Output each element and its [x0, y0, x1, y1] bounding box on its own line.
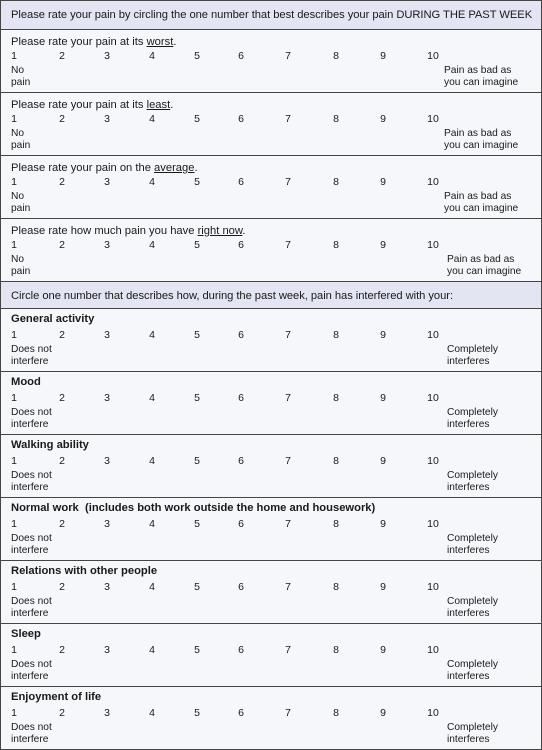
rating-option-9[interactable]: 9	[380, 581, 386, 593]
rating-option-4[interactable]: 4	[149, 455, 155, 467]
item-title: Sleep	[11, 628, 41, 640]
rating-option-10[interactable]: 10	[427, 644, 439, 656]
rating-option-8[interactable]: 8	[333, 392, 339, 404]
rating-option-8[interactable]: 8	[333, 113, 339, 125]
rating-option-8[interactable]: 8	[333, 239, 339, 251]
rating-option-8[interactable]: 8	[333, 518, 339, 530]
rating-option-4[interactable]: 4	[149, 113, 155, 125]
rating-option-6[interactable]: 6	[238, 644, 244, 656]
rating-option-1[interactable]: 1	[11, 455, 17, 467]
pain-item-right-now	[1, 219, 541, 282]
rating-option-9[interactable]: 9	[380, 392, 386, 404]
scale-max-label: Pain as bad as you can imagine	[444, 128, 519, 151]
interference-item-relations	[1, 561, 541, 624]
question-text: Please rate how much pain you have right now.	[11, 225, 246, 237]
rating-option-1[interactable]: 1	[11, 329, 17, 341]
rating-option-9[interactable]: 9	[380, 644, 386, 656]
rating-option-10[interactable]: 10	[427, 329, 439, 341]
rating-option-1[interactable]: 1	[11, 707, 17, 719]
scale-max-label: Completely interferes	[447, 659, 498, 682]
rating-option-10[interactable]: 10	[427, 392, 439, 404]
rating-option-4[interactable]: 4	[149, 644, 155, 656]
scale-max-label: Completely interferes	[447, 596, 498, 619]
rating-option-7[interactable]: 7	[285, 392, 291, 404]
scale-max-label: Pain as bad as you can imagine	[447, 254, 522, 277]
scale-max-label: Pain as bad as you can imagine	[444, 191, 519, 214]
pain-item-average	[1, 156, 541, 219]
rating-option-3[interactable]: 3	[104, 50, 110, 62]
item-title: Mood	[11, 376, 41, 388]
rating-option-7[interactable]: 7	[285, 455, 291, 467]
rating-option-5[interactable]: 5	[194, 581, 200, 593]
rating-option-6[interactable]: 6	[238, 329, 244, 341]
pain-item-least	[1, 93, 541, 156]
rating-option-3[interactable]: 3	[104, 239, 110, 251]
item-title: Enjoyment of life	[11, 691, 102, 703]
rating-option-2[interactable]: 2	[59, 518, 65, 530]
rating-option-5[interactable]: 5	[194, 329, 200, 341]
pain-rating-instructions	[1, 1, 541, 30]
item-title: Relations with other people	[11, 565, 158, 577]
rating-option-2[interactable]: 2	[59, 707, 65, 719]
rating-option-6[interactable]: 6	[238, 176, 244, 188]
scale-min-label: No pain	[11, 191, 31, 214]
rating-option-3[interactable]: 3	[104, 113, 110, 125]
rating-option-2[interactable]: 2	[59, 50, 65, 62]
rating-option-9[interactable]: 9	[380, 113, 386, 125]
rating-option-4[interactable]: 4	[149, 176, 155, 188]
scale-min-label: Does not interfere	[11, 722, 52, 745]
rating-option-1[interactable]: 1	[11, 392, 17, 404]
rating-option-5[interactable]: 5	[194, 392, 200, 404]
rating-option-1[interactable]: 1	[11, 50, 17, 62]
rating-option-7[interactable]: 7	[285, 518, 291, 530]
rating-option-8[interactable]: 8	[333, 176, 339, 188]
scale-min-label: Does not interfere	[11, 596, 52, 619]
rating-option-3[interactable]: 3	[104, 455, 110, 467]
interference-item-walking-ability	[1, 435, 541, 498]
rating-option-6[interactable]: 6	[238, 455, 244, 467]
scale-max-label: Completely interferes	[447, 722, 498, 745]
rating-option-1[interactable]: 1	[11, 518, 17, 530]
rating-option-2[interactable]: 2	[59, 455, 65, 467]
interference-item-enjoyment	[1, 687, 541, 749]
rating-option-5[interactable]: 5	[194, 518, 200, 530]
rating-option-7[interactable]: 7	[285, 581, 291, 593]
rating-option-1[interactable]: 1	[11, 176, 17, 188]
rating-option-10[interactable]: 10	[427, 707, 439, 719]
rating-option-5[interactable]: 5	[194, 644, 200, 656]
scale-min-label: No pain	[11, 65, 31, 88]
rating-option-2[interactable]: 2	[59, 581, 65, 593]
rating-option-8[interactable]: 8	[333, 581, 339, 593]
rating-option-2[interactable]: 2	[59, 176, 65, 188]
rating-option-7[interactable]: 7	[285, 707, 291, 719]
rating-option-8[interactable]: 8	[333, 50, 339, 62]
rating-option-9[interactable]: 9	[380, 50, 386, 62]
rating-option-3[interactable]: 3	[104, 581, 110, 593]
rating-option-4[interactable]: 4	[149, 707, 155, 719]
item-title: General activity	[11, 313, 95, 325]
rating-option-9[interactable]: 9	[380, 707, 386, 719]
scale-max-label: Completely interferes	[447, 533, 498, 556]
rating-option-2[interactable]: 2	[59, 392, 65, 404]
rating-option-3[interactable]: 3	[104, 518, 110, 530]
question-text: Please rate your pain at its worst.	[11, 36, 177, 48]
rating-option-7[interactable]: 7	[285, 644, 291, 656]
rating-option-4[interactable]: 4	[149, 518, 155, 530]
scale-max-label: Completely interferes	[447, 407, 498, 430]
rating-option-1[interactable]: 1	[11, 644, 17, 656]
rating-option-3[interactable]: 3	[104, 392, 110, 404]
rating-option-9[interactable]: 9	[380, 455, 386, 467]
rating-option-7[interactable]: 7	[285, 176, 291, 188]
pain-item-worst	[1, 30, 541, 93]
interference-item-normal-work	[1, 498, 541, 561]
rating-option-10[interactable]: 10	[427, 176, 439, 188]
rating-option-8[interactable]: 8	[333, 455, 339, 467]
rating-option-9[interactable]: 9	[380, 176, 386, 188]
rating-option-4[interactable]: 4	[149, 329, 155, 341]
rating-option-2[interactable]: 2	[59, 113, 65, 125]
rating-option-4[interactable]: 4	[149, 392, 155, 404]
rating-option-1[interactable]: 1	[11, 113, 17, 125]
rating-option-3[interactable]: 3	[104, 176, 110, 188]
rating-option-9[interactable]: 9	[380, 518, 386, 530]
scale-min-label: Does not interfere	[11, 344, 52, 367]
rating-option-7[interactable]: 7	[285, 329, 291, 341]
rating-option-5[interactable]: 5	[194, 707, 200, 719]
scale-min-label: Does not interfere	[11, 533, 52, 556]
rating-option-5[interactable]: 5	[194, 455, 200, 467]
rating-option-5[interactable]: 5	[194, 176, 200, 188]
rating-option-8[interactable]: 8	[333, 707, 339, 719]
scale-min-label: Does not interfere	[11, 407, 52, 430]
rating-option-4[interactable]: 4	[149, 50, 155, 62]
scale-min-label: Does not interfere	[11, 470, 52, 493]
rating-option-9[interactable]: 9	[380, 329, 386, 341]
scale-max-label: Completely interferes	[447, 344, 498, 367]
rating-option-10[interactable]: 10	[427, 455, 439, 467]
rating-option-1[interactable]: 1	[11, 239, 17, 251]
rating-option-2[interactable]: 2	[59, 644, 65, 656]
rating-option-6[interactable]: 6	[238, 392, 244, 404]
rating-option-2[interactable]: 2	[59, 239, 65, 251]
interference-item-mood	[1, 372, 541, 435]
rating-option-3[interactable]: 3	[104, 707, 110, 719]
rating-option-3[interactable]: 3	[104, 644, 110, 656]
scale-min-label: Does not interfere	[11, 659, 52, 682]
rating-option-4[interactable]: 4	[149, 239, 155, 251]
rating-option-10[interactable]: 10	[427, 113, 439, 125]
rating-option-5[interactable]: 5	[194, 113, 200, 125]
rating-option-6[interactable]: 6	[238, 581, 244, 593]
item-title: Walking ability	[11, 439, 89, 451]
scale-min-label: No pain	[11, 254, 31, 277]
scale-min-label: No pain	[11, 128, 31, 151]
rating-option-9[interactable]: 9	[380, 239, 386, 251]
rating-option-2[interactable]: 2	[59, 329, 65, 341]
rating-option-3[interactable]: 3	[104, 329, 110, 341]
rating-option-1[interactable]: 1	[11, 581, 17, 593]
scale-max-label: Pain as bad as you can imagine	[444, 65, 519, 88]
interference-item-sleep	[1, 624, 541, 687]
rating-option-6[interactable]: 6	[238, 50, 244, 62]
interference-instructions	[1, 282, 541, 309]
rating-option-7[interactable]: 7	[285, 113, 291, 125]
scale-max-label: Completely interferes	[447, 470, 498, 493]
rating-option-5[interactable]: 5	[194, 50, 200, 62]
instructions-text: Please rate your pain by circling the one number that best describes your pain DURING THE PAST WEEK	[11, 9, 533, 21]
item-title: Normal work (includes both work outside the home and housework)	[11, 502, 376, 514]
rating-option-10[interactable]: 10	[427, 518, 439, 530]
interference-item-general-activity	[1, 309, 541, 372]
rating-option-6[interactable]: 6	[238, 113, 244, 125]
rating-option-8[interactable]: 8	[333, 329, 339, 341]
interference-instructions-text: Circle one number that describes how, during the past week, pain has interfered with your:	[11, 290, 454, 302]
rating-option-8[interactable]: 8	[333, 644, 339, 656]
rating-option-4[interactable]: 4	[149, 581, 155, 593]
rating-option-7[interactable]: 7	[285, 50, 291, 62]
rating-option-6[interactable]: 6	[238, 518, 244, 530]
rating-option-10[interactable]: 10	[427, 239, 439, 251]
rating-option-5[interactable]: 5	[194, 239, 200, 251]
question-text: Please rate your pain on the average.	[11, 162, 198, 174]
question-text: Please rate your pain at its least.	[11, 99, 174, 111]
rating-option-6[interactable]: 6	[238, 239, 244, 251]
rating-option-7[interactable]: 7	[285, 239, 291, 251]
rating-option-10[interactable]: 10	[427, 581, 439, 593]
rating-option-6[interactable]: 6	[238, 707, 244, 719]
rating-option-10[interactable]: 10	[427, 50, 439, 62]
